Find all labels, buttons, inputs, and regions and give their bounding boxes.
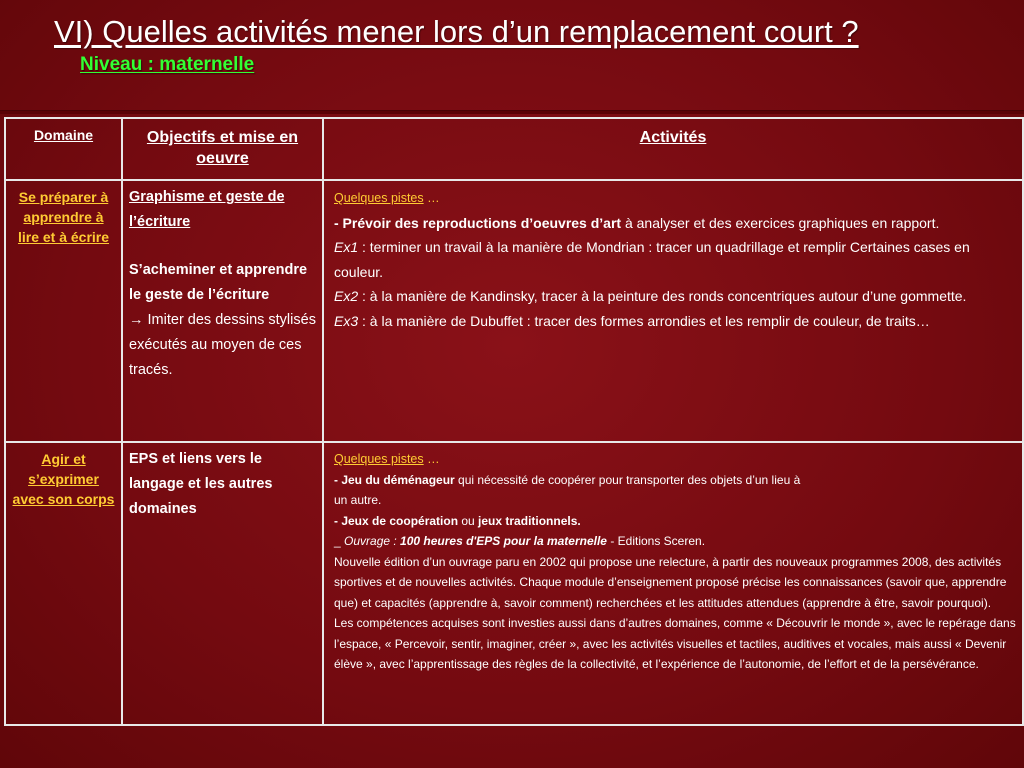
row2-line2 xyxy=(334,511,1016,532)
row2-quelques-pistes-link[interactable]: Quelques pistes xyxy=(334,452,424,466)
row1-line1-bold: - Prévoir des reproductions d’oeuvres d’art xyxy=(334,214,622,231)
page-title: VI) Quelles activités mener lors d’un remplacement court ? xyxy=(54,14,859,49)
row1-objectifs xyxy=(122,180,323,442)
row2-paragraph2: Les compétences acquises sont investies aussi dans d’autres domaines, comme « Découvrir le monde », avec le repérage dans l’espace, « Percevoir, sentir, imaginer, créer », avec les activités visuelles et tactiles, auditives et vocales, mais aussi « Devenir élève », avec l’apprentissage des règles de la collectivité, et l’expérience de l’autonomie, de l’effort et de la persévérance. xyxy=(334,616,1016,671)
row2-activites xyxy=(323,442,1023,725)
ex2-text: : à la manière de Kandinsky, tracer à la peinture des ronds concentriques autour d’une gommette. xyxy=(358,288,967,304)
row1-ex2 xyxy=(334,284,1016,309)
table-row xyxy=(5,442,1023,725)
row1-ex1 xyxy=(334,235,1016,284)
row2-line2-mid: ou xyxy=(458,513,479,528)
row2-line3-pre: _ xyxy=(334,534,345,548)
activities-table xyxy=(4,117,1024,726)
row2-pistes xyxy=(334,449,1016,470)
header-activites: Activités xyxy=(323,118,1023,180)
row1-line1-rest: à analyser et des exercices graphiques en rapport. xyxy=(621,214,940,231)
row1-line1 xyxy=(334,211,1016,236)
row2-line3-italic: Ouvrage : xyxy=(344,534,401,548)
header-domaine: Domaine xyxy=(5,118,122,180)
spacer xyxy=(129,235,316,258)
row2-paragraph1: Nouvelle édition d’un ouvrage paru en 2002 qui propose une relecture, à partir des nouveaux programmes 2008, des activités sportives et de nouvelles activités. Chaque module d’enseignement proposé précise les connaissances (savoir que, apprendre que) et capacités (apprendre à, savoir comment) recherchées et les attitudes attendues (apprendre à être, savoir pourquoi). xyxy=(334,554,1007,610)
ex1-label: Ex1 xyxy=(334,239,359,255)
book-title: 100 heures d'EPS pour la maternelle xyxy=(400,534,607,548)
row1-obj-b: S’acheminer et apprendre le geste de l’écriture xyxy=(129,262,308,303)
row2-line2-bold2: jeux traditionnels. xyxy=(478,513,581,528)
row1-obj-c-text: Imiter des dessins stylisés exécutés au moyen de ces tracés. xyxy=(129,312,316,378)
row1-pistes xyxy=(334,185,1016,211)
ex3-label: Ex3 xyxy=(334,312,359,329)
divider xyxy=(0,110,1024,114)
row2-line3-rest: - Editions Sceren. xyxy=(606,534,706,548)
row2-line1-cont: un autre. xyxy=(334,493,382,507)
row1-quelques-pistes-link[interactable]: Quelques pistes xyxy=(334,191,424,205)
arrow-right-icon: → xyxy=(129,312,144,328)
table-row xyxy=(5,180,1023,442)
ex3-text: : à la manière de Dubuffet : tracer des formes arrondies et les remplir de couleur, de traits… xyxy=(358,312,930,329)
table-header-row xyxy=(5,118,1023,180)
row1-obj-c xyxy=(129,308,316,383)
row2-line1-rest: qui nécessité de coopérer pour transporter des objets d’un lieu à xyxy=(454,472,801,487)
row2-domaine: Agir et s’exprimer avec son corps xyxy=(5,442,122,725)
ex1-text: : terminer un travail à la manière de Mondrian : tracer un quadrillage et remplir Certaines cases en couleur. xyxy=(334,239,970,280)
row2-objectifs xyxy=(122,442,323,725)
ex2-label: Ex2 xyxy=(334,288,359,304)
row2-line1-bold: - Jeu du déménageur xyxy=(334,472,455,487)
row1-domaine: Se préparer à apprendre à lire et à écrire xyxy=(5,180,122,442)
page-subtitle: Niveau : maternelle xyxy=(80,54,255,75)
row1-ex3 xyxy=(334,309,1016,334)
row1-activites xyxy=(323,180,1023,442)
row2-line3 xyxy=(334,531,1016,552)
ellipsis: … xyxy=(423,191,440,205)
ellipsis: … xyxy=(423,452,440,466)
header-objectifs: Objectifs et mise en oeuvre xyxy=(122,118,323,180)
row2-line1 xyxy=(334,470,1016,491)
row2-line2-bold1: - Jeux de coopération xyxy=(334,513,459,528)
row2-obj: EPS et liens vers le langage et les autres domaines xyxy=(129,451,273,517)
row1-obj-a: Graphisme et geste de l’écriture xyxy=(129,189,285,230)
